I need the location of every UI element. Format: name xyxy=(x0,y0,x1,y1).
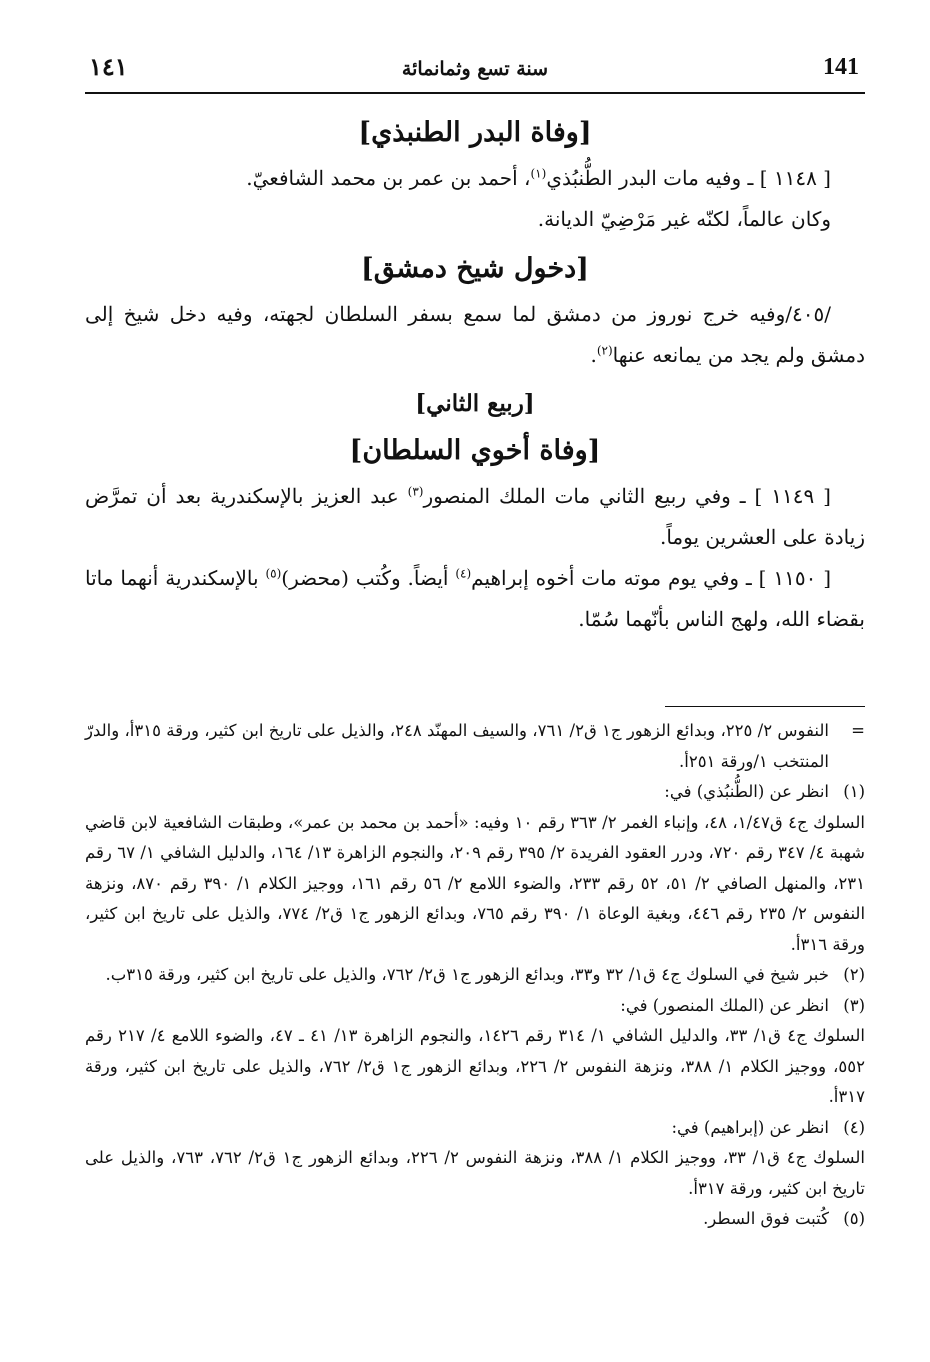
footnote-1 xyxy=(85,777,865,808)
running-title: سنة تسع وثمانمائة xyxy=(401,58,549,80)
paragraph-1149 xyxy=(85,476,865,558)
footnote-text: كُتبت فوق السطر. xyxy=(703,1209,829,1228)
footnote-text: انظر عن (الملك المنصور) في: xyxy=(620,995,829,1015)
footnote-5 xyxy=(85,1204,865,1235)
section-heading: [وفاة أخوي السلطان] xyxy=(349,435,601,466)
text-run: أيضاً. وكُتب (محضر) xyxy=(281,566,456,590)
footnote-ref[interactable]: (٢) xyxy=(596,343,613,358)
footnote-text: انظر عن (إبراهيم) في: xyxy=(671,1117,829,1137)
footnote-1-sources: السلوك ج٤ ق١/٤٧، ٤٨، وإنباء الغمر ٢/ ٣٦٣ رقم ١٠ وفيه: «أحمد بن محمد بن عمر»، وطبقات الشافعية لابن قاضي شهبة ٤/ ٣٤٧ رقم ٧٢٠، ودرر العقود الفريدة ٢/ ٣٩٥ رقم ٢٠٩، والنجوم الزاهرة ١٣/ ١٦٤، والدليل الشافي ١/ ٦٧ رقم ٢٣١، والمنهل الصافي ٢/ ٥١، ٥٢ رقم ٢٣٣، والضوء اللامع ٢/ ٥٦ رقم ١٦١، ووجيز الكلام ١/ ٣٩٠ رقم ٨٧٠، ونزهة النفوس ٢/ ٢٣٥ رقم ٤٤٦، وبغية الوعاة ١/ ٣٩٠ رقم ٧٦٥، وبدائع الزهور ج١ ق٢/ ٧٧٤، والذيل على تاريخ ابن كثير، ورقة ٣١٦أ. xyxy=(85,812,866,954)
footnote-label: (٥) xyxy=(843,1209,865,1228)
footnote-continuation xyxy=(85,716,865,777)
footnote-label: (٣) xyxy=(843,995,865,1015)
text-run: [ ١١٤٨ ] ـ وفيه مات البدر الطُّنبُذي xyxy=(546,166,831,190)
footnote-label: (٢) xyxy=(843,965,865,984)
main-text xyxy=(85,108,865,640)
footnote-2 xyxy=(85,960,865,991)
footnote-text: انظر عن (الطُّنبُذي) في: xyxy=(664,782,829,801)
section-heading: [وفاة البدر الطنبذي] xyxy=(358,117,592,148)
footnote-ref[interactable]: (١) xyxy=(530,166,547,181)
footnotes xyxy=(85,716,865,1235)
text-run: بالإسكندرية أنهما ماتا بقضاء الله، ولهج الناس بأنّهما سُمّا. xyxy=(85,566,865,631)
text-run: ، أحمد بن عمر بن محمد الشافعيّ. xyxy=(246,166,531,190)
section-heading: [دخول شيخ دمشق] xyxy=(361,253,589,284)
text-run: عبد العزيز بالإسكندرية بعد أن تمرَّض زيادة على العشرين يوماً. xyxy=(85,484,865,549)
footnote-4 xyxy=(85,1113,865,1144)
paragraph-1148 xyxy=(85,158,865,199)
paragraph-1150 xyxy=(85,558,865,640)
text-run: /٤٠٥/وفيه خرج نوروز من دمشق لما سمع بسفر السلطان لجهته، وفيه دخل شيخ إلى دمشق ولم يجد من يمانعه عنها xyxy=(85,302,865,367)
page-number-latin: 141 xyxy=(823,54,859,80)
text-run: [ ١١٥٠ ] ـ وفي يوم موته مات أخوه إبراهيم xyxy=(471,566,832,590)
footnote-divider xyxy=(665,706,865,707)
month-heading: [ربيع الثاني] xyxy=(415,390,535,417)
footnote-ref[interactable]: (٥) xyxy=(265,566,282,581)
page-header xyxy=(85,52,865,94)
footnote-3-sources: السلوك ج٤ ق١/ ٣٣، والدليل الشافي ١/ ٣١٤ رقم ١٤٢٦، والنجوم الزاهرة ١٣/ ٤١ ـ ٤٧، والضوء اللامع ٤/ ٢١٧ رقم ٥٥٢، ووجيز الكلام ١/ ٣٨٨، ونزهة النفوس ٢/ ٢٢٦، وبدائع الزهور ج١ ق٢/ ٧٦٢، والذيل على تاريخ ابن كثير، ورقة ٣١٧أ. xyxy=(85,1026,866,1106)
page-number-arabic: ١٤١ xyxy=(89,52,128,81)
footnote-label: = xyxy=(851,721,865,740)
footnote-ref[interactable]: (٤) xyxy=(455,566,472,581)
footnote-text: خبر شيخ في السلوك ج٤ ق١/ ٣٢ و٣٣، وبدائع الزهور ج١ ق٢/ ٧٦٢، والذيل على تاريخ ابن كثير، ورقة ٣١٥ب. xyxy=(105,965,829,984)
text-run: . xyxy=(590,343,597,367)
footnote-label: (١) xyxy=(843,782,865,801)
text-run: [ ١١٤٩ ] ـ وفي ربيع الثاني مات الملك المنصور xyxy=(423,484,831,508)
footnote-3 xyxy=(85,991,865,1022)
footnote-ref[interactable]: (٣) xyxy=(407,484,424,499)
paragraph-1148-continued: وكان عالماً، لكنّه غير مَرْضِيّ الديانة. xyxy=(537,207,831,231)
footnote-text: النفوس ٢/ ٢٢٥، وبدائع الزهور ج١ ق٢/ ٧٦١، والسيف المهنّد ٢٤٨، والذيل على تاريخ ابن كثير، ورقة ٣١٥أ، والدرّ المنتخب ١/ورقة ٢٥١أ. xyxy=(85,721,829,771)
footnote-4-sources: السلوك ج٤ ق١/ ٣٣، ووجيز الكلام ١/ ٣٨٨، ونزهة النفوس ٢/ ٢٢٦، وبدائع الزهور ج١ ق٢/ ٧٦٢، ٧٦٣، والذيل على تاريخ ابن كثير، ورقة ٣١٧أ. xyxy=(85,1148,866,1198)
paragraph-405 xyxy=(85,294,865,376)
footnote-label: (٤) xyxy=(843,1117,865,1137)
